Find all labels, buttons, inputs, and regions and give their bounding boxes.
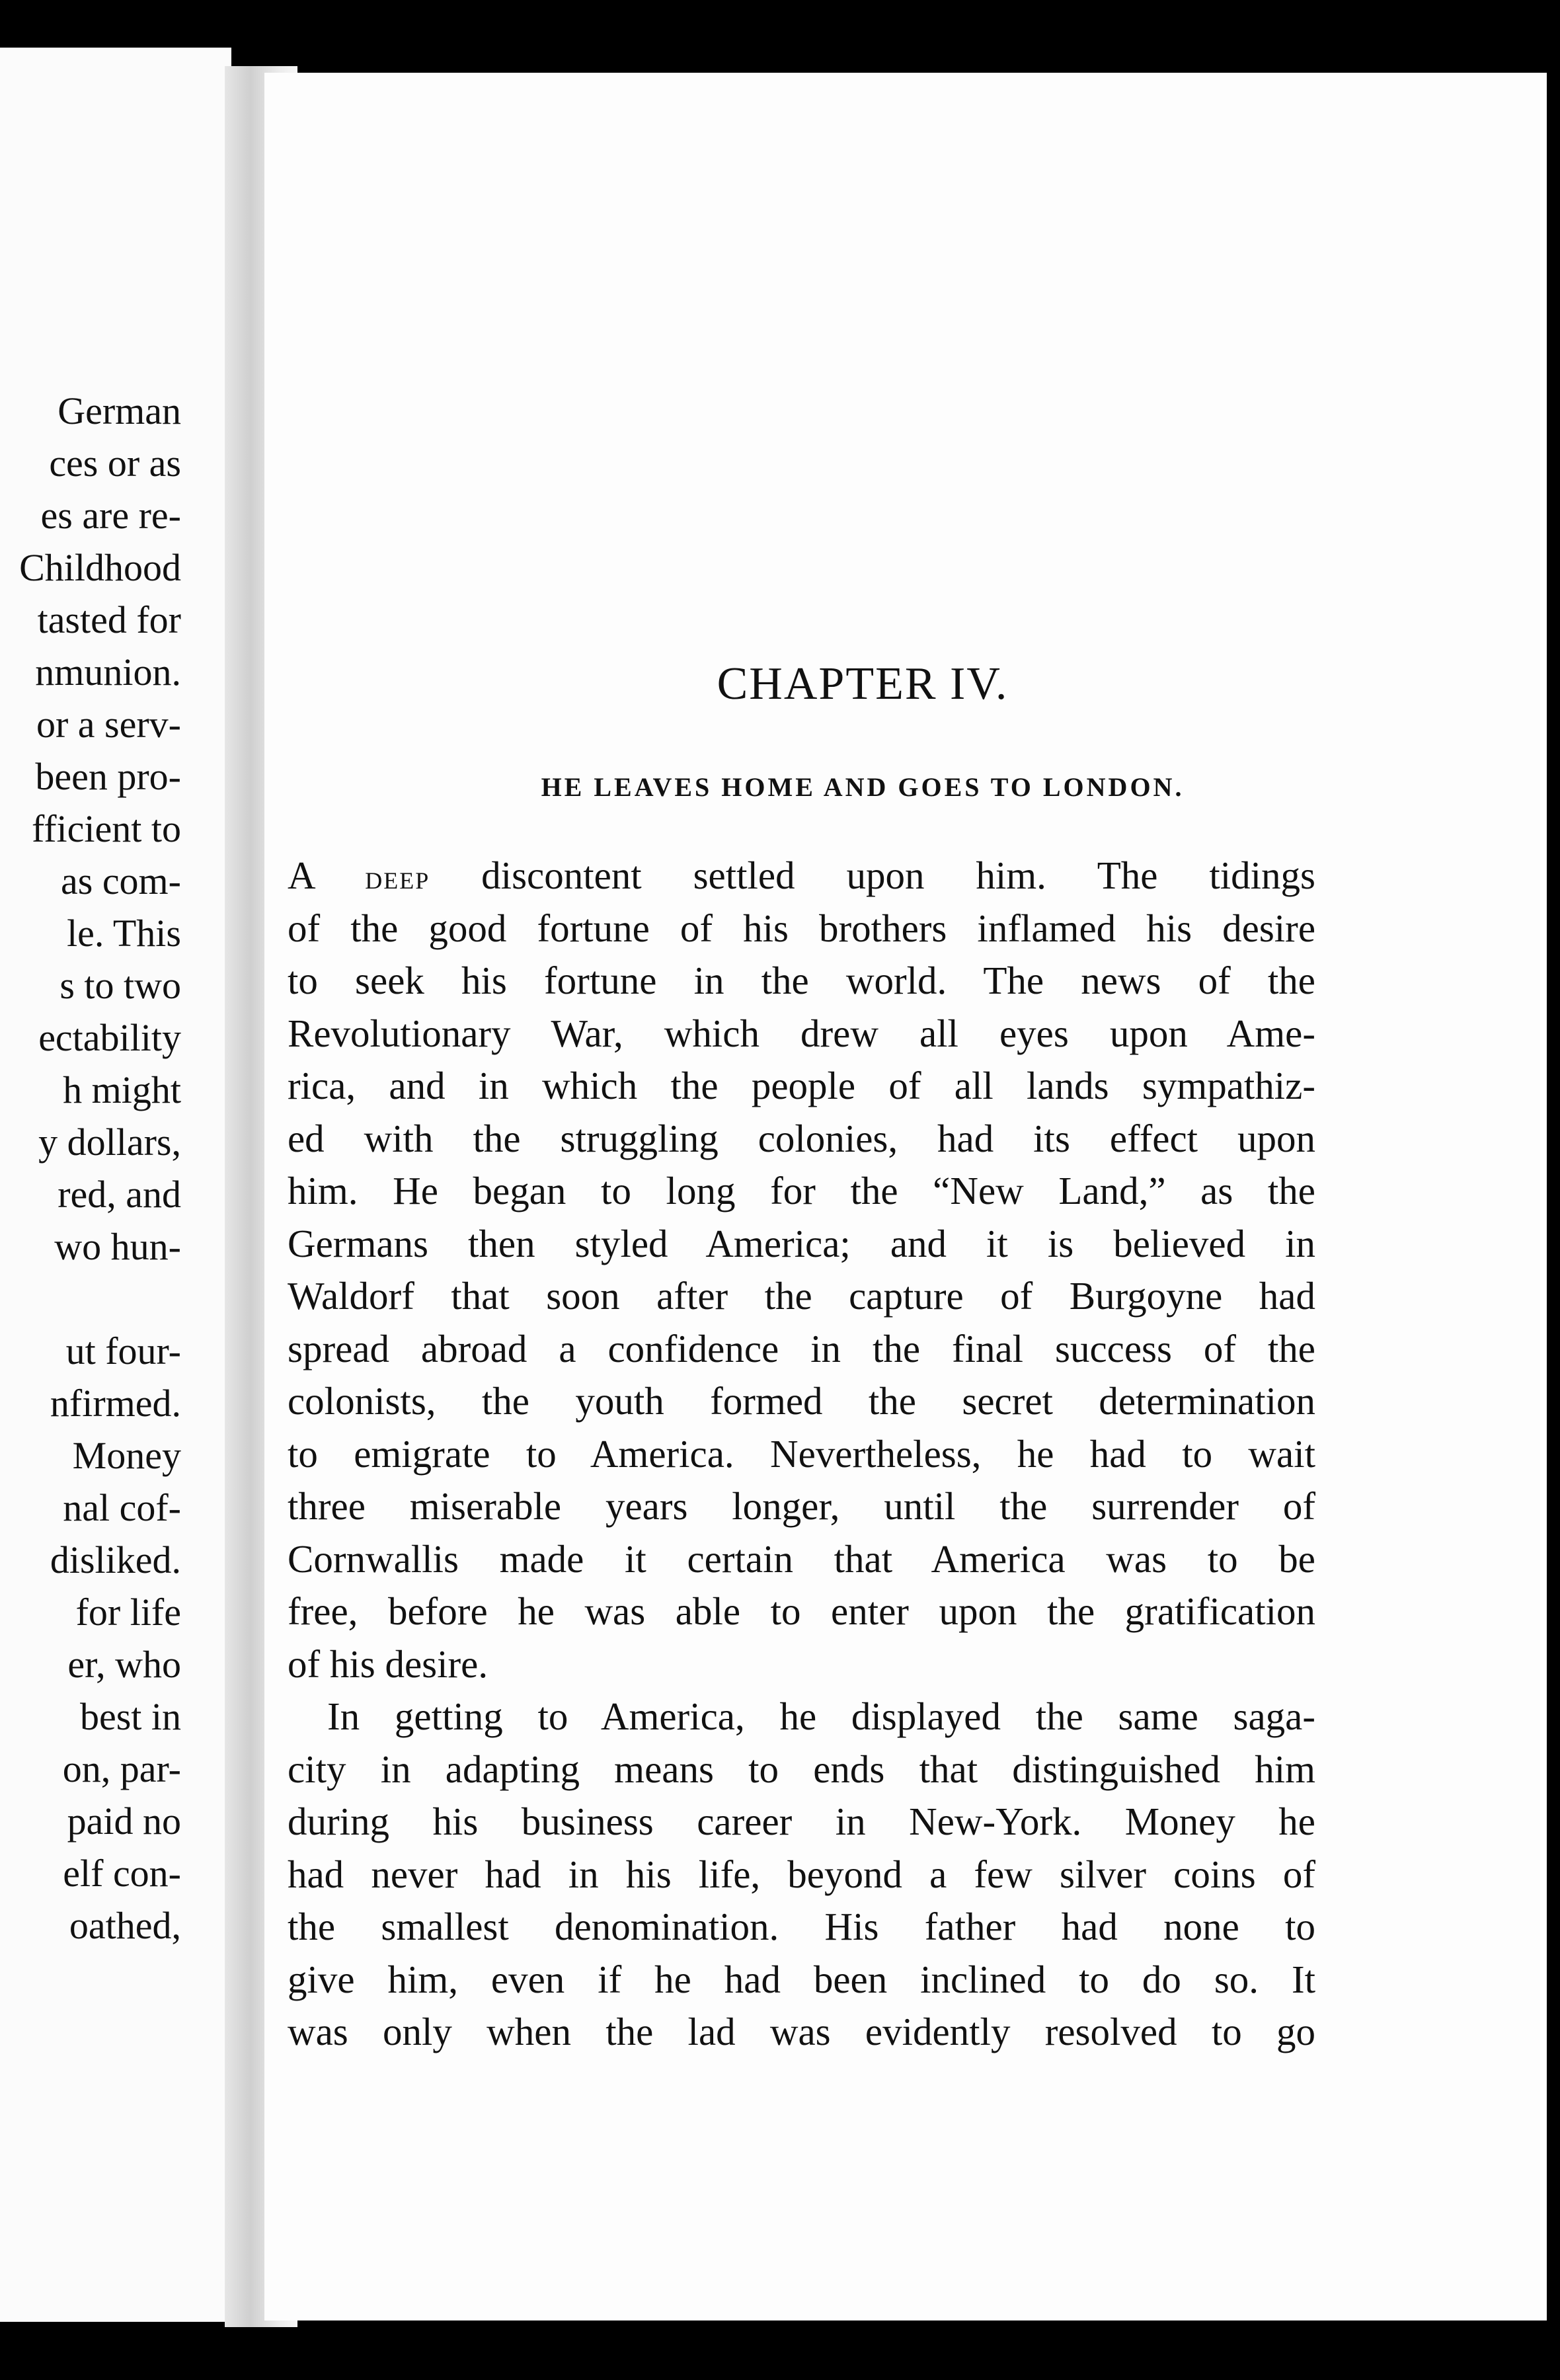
text-line: In getting to America, he displayed the same saga- <box>327 1694 1315 1738</box>
paragraph-1 <box>288 902 1315 1691</box>
previous-page-line: best in <box>79 1695 181 1738</box>
previous-page-line: on, par- <box>62 1747 181 1790</box>
text-line: Revolutionary War, which drew all eyes upon Ame- <box>288 1011 1315 1055</box>
previous-page-text <box>19 385 181 1952</box>
previous-page-line: German <box>58 389 181 432</box>
dropcap: A <box>288 853 314 897</box>
previous-page-line: tasted for <box>37 598 181 641</box>
previous-page-line: fficient to <box>31 807 181 850</box>
chapter-body <box>288 850 1315 2059</box>
previous-page-line: paid no <box>67 1800 181 1843</box>
text-line: of his desire. <box>288 1642 488 1686</box>
text-line: spread abroad a confidence in the final success of the <box>288 1326 1315 1370</box>
previous-page-line: h might <box>63 1068 181 1111</box>
previous-page-line: Money <box>72 1434 181 1477</box>
previous-page-line: oathed, <box>69 1904 181 1947</box>
text-line: Germans then styled America; and it is believed in <box>288 1221 1315 1265</box>
previous-page-line: le. This <box>67 912 181 955</box>
previous-page-line: red, and <box>58 1173 181 1216</box>
text-line: Waldorf that soon after the capture of Burgoyne had <box>288 1274 1315 1318</box>
previous-page-line: ut four- <box>65 1329 181 1372</box>
previous-page-line: nfirmed. <box>50 1382 181 1425</box>
previous-page-line: ectability <box>38 1016 181 1059</box>
text-line: ed with the struggling colonies, had its effect upon <box>288 1116 1315 1160</box>
text-line: was only when the lad was evidently resolved to go <box>288 2010 1315 2053</box>
text-line: give him, even if he had been inclined to do so. It <box>288 1957 1315 2001</box>
text-line: the smallest denomination. His father had none to <box>288 1905 1315 1948</box>
text-line: rica, and in which the people of all lands sympathiz- <box>288 1064 1315 1107</box>
text-line: to seek his fortune in the world. The news of the <box>288 959 1315 1002</box>
previous-page-line: nmunion. <box>35 651 181 694</box>
previous-page-line <box>19 1273 181 1325</box>
previous-page-line: or a serv- <box>36 703 181 746</box>
previous-page-line: disliked. <box>50 1538 181 1581</box>
paragraph-1-first-line <box>288 850 1315 902</box>
previous-page-line: for life <box>75 1591 181 1634</box>
previous-page-fragment <box>0 48 231 2322</box>
text-line: Cornwallis made it certain that America was to be <box>288 1536 1315 1581</box>
previous-page-line: y dollars, <box>38 1121 181 1164</box>
text-line: had never had in his life, beyond a few silver coins of <box>288 1852 1315 1896</box>
previous-page-line: er, who <box>67 1643 181 1686</box>
previous-page-line: nal cof- <box>63 1486 181 1529</box>
current-page <box>264 73 1547 2320</box>
text-line: him. He began to long for the “New Land,” as the <box>288 1169 1315 1212</box>
previous-page-line: been pro- <box>35 755 181 798</box>
text-line: of the good fortune of his brothers inflamed his desire <box>288 906 1315 950</box>
scan-bottom-edge <box>0 2327 1560 2380</box>
previous-page-line: es are re- <box>40 494 181 537</box>
text-line: free, before he was able to enter upon the gratification <box>288 1589 1315 1633</box>
previous-page-line: as com- <box>61 859 181 902</box>
previous-page-line: Childhood <box>19 546 181 589</box>
previous-page-line: wo hun- <box>54 1225 181 1268</box>
chapter-title: CHAPTER IV. <box>717 658 1009 709</box>
previous-page-line: elf con- <box>63 1852 181 1895</box>
paragraph-2 <box>288 1690 1315 2059</box>
previous-page-line: ces or as <box>49 442 181 485</box>
text-line: to emigrate to America. Nevertheless, he had to wait <box>288 1431 1315 1476</box>
previous-page-line: s to two <box>59 964 181 1007</box>
text-line: three miserable years longer, until the surrender of <box>288 1484 1315 1528</box>
text-line: colonists, the youth formed the secret determination <box>288 1379 1315 1423</box>
smallcaps-word: deep <box>365 859 430 896</box>
chapter-subtitle: HE LEAVES HOME AND GOES TO LONDON. <box>541 772 1185 802</box>
text-line: city in adapting means to ends that distinguished him <box>288 1747 1315 1791</box>
text-line: during his business career in New-York. Money he <box>288 1800 1315 1843</box>
first-line-text: discontent settled upon him. The tidings <box>481 853 1316 897</box>
